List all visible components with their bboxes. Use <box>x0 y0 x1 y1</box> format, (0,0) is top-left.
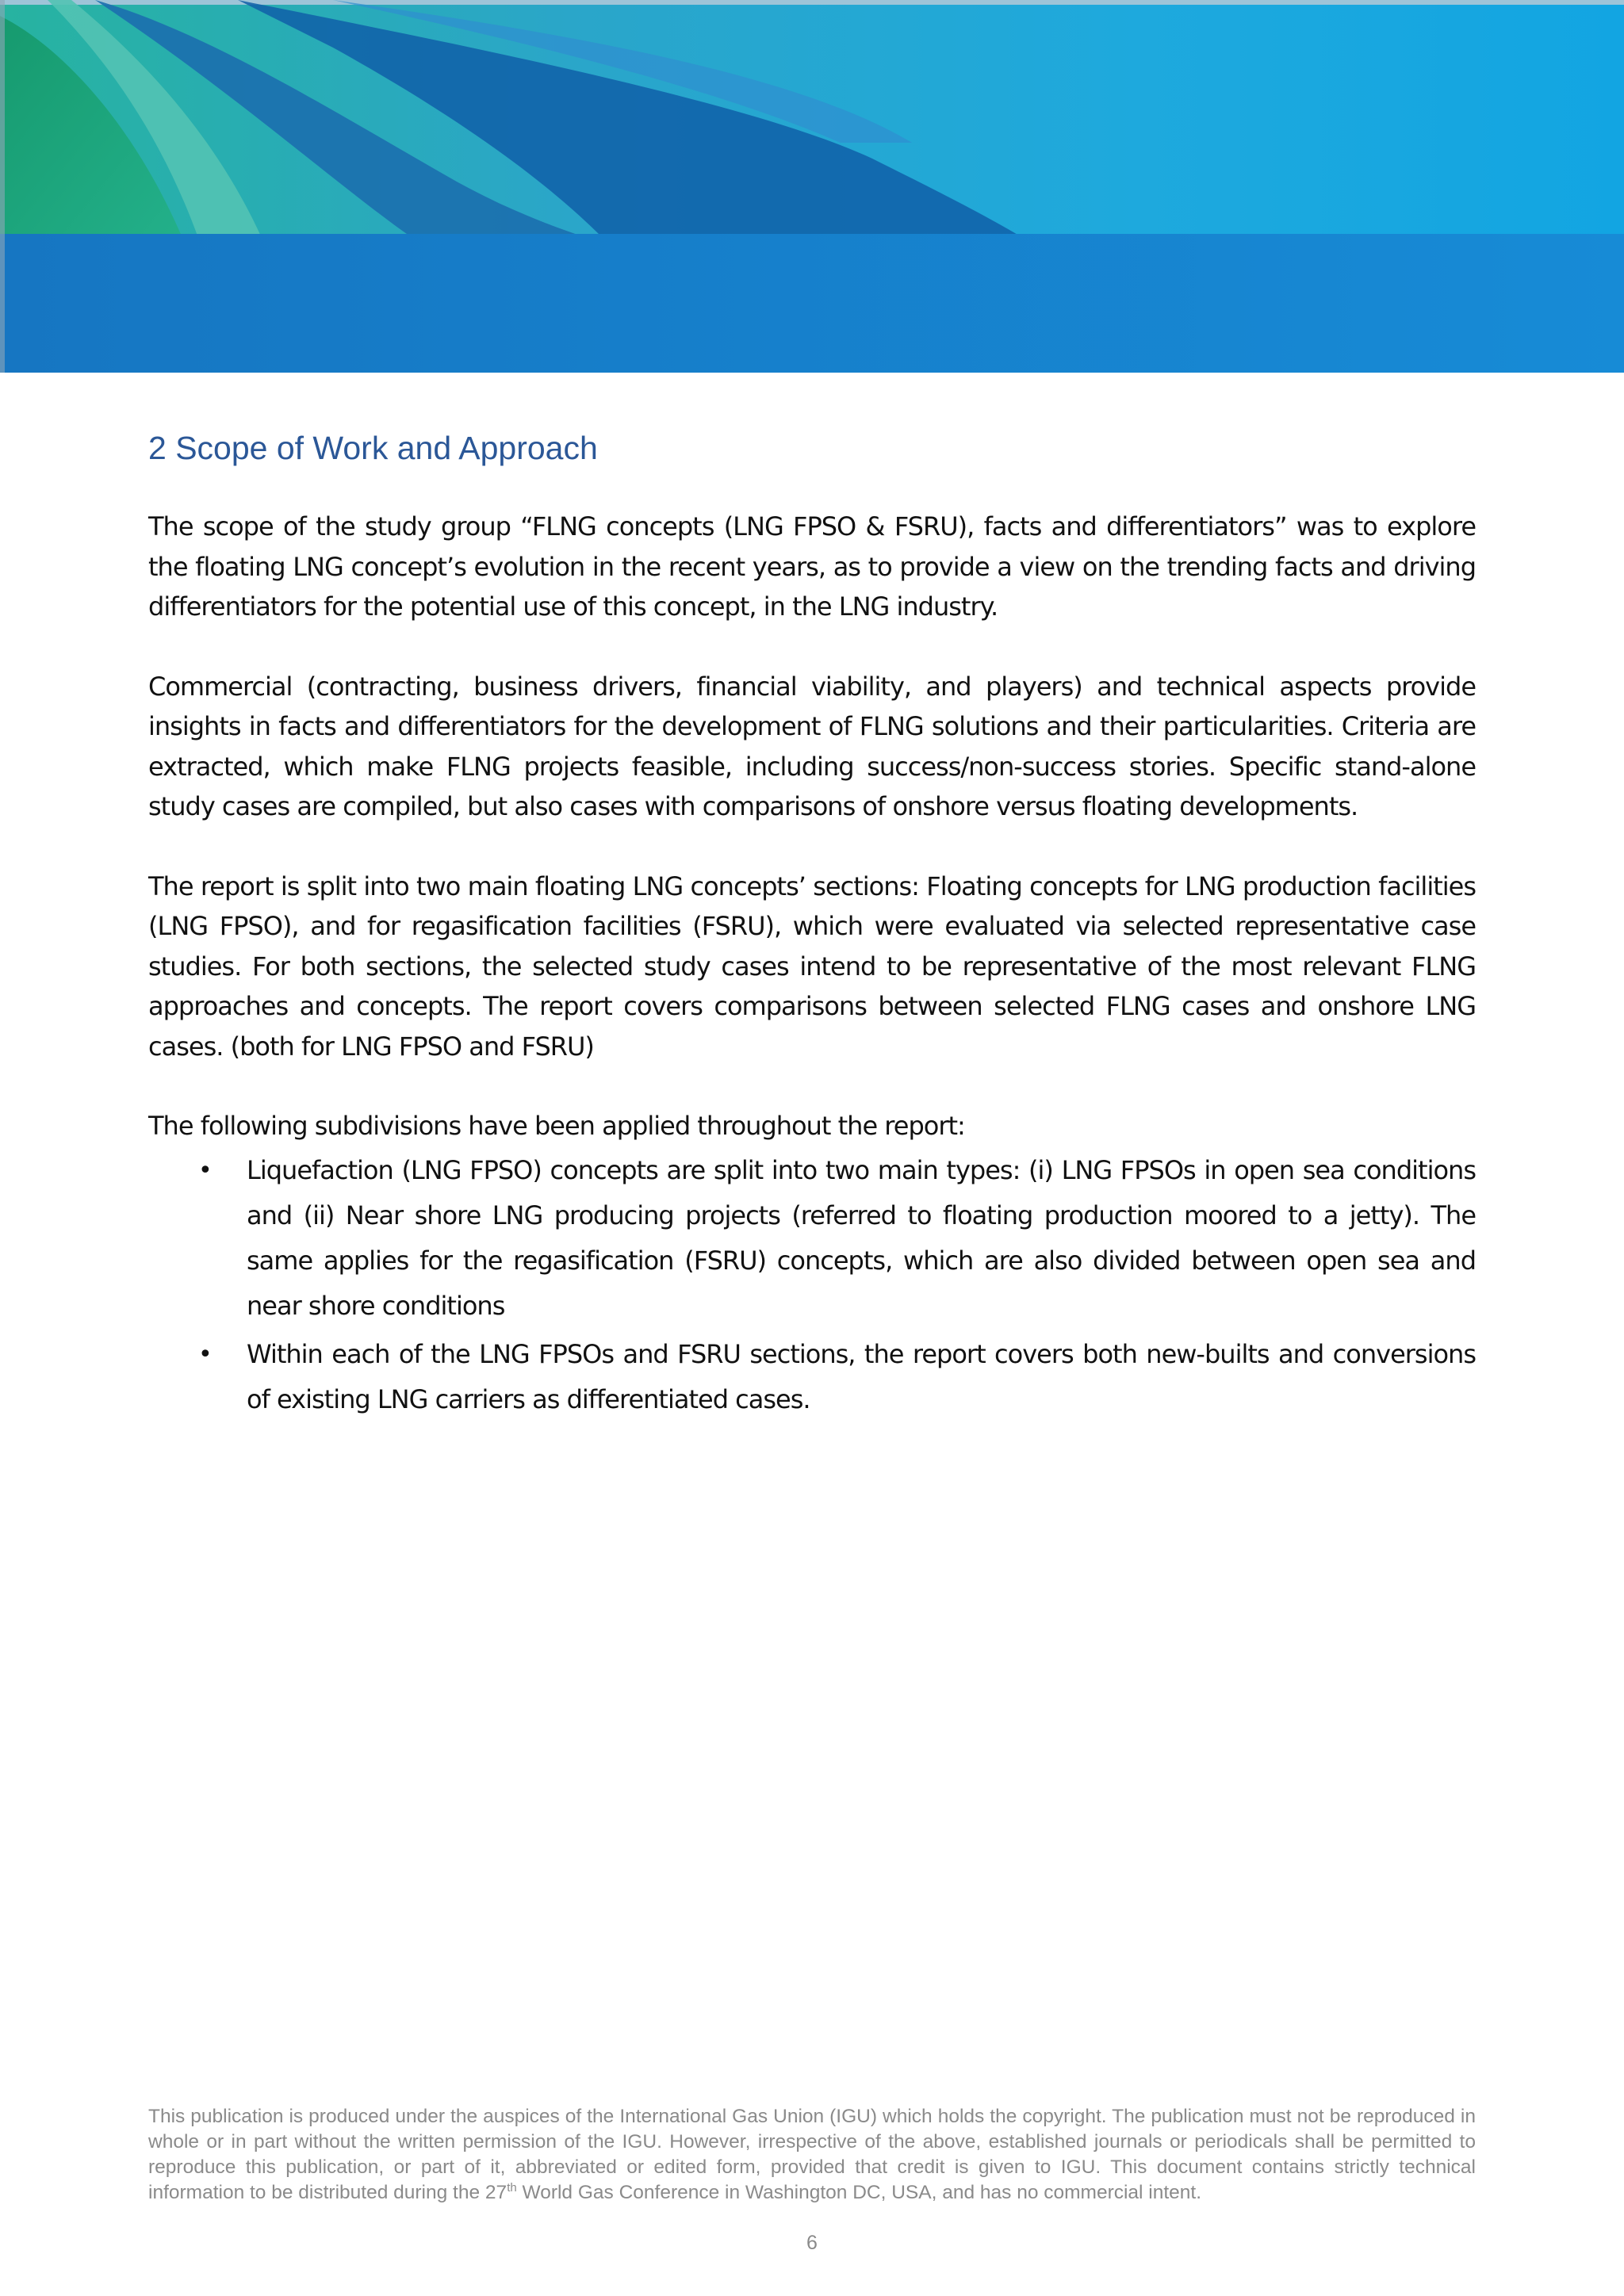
banner-bottom-strip <box>0 234 1624 373</box>
footer-text: This publication is produced under the auspices of the International Gas Union (IGU) which holds the copyright. The publication must not be reproduced in whole or in part without the written permission of the IGU. However, irrespective of the above, established journals or periodicals shall be permitted to reproduce this publication, or part of it, abbreviated or edited form, provided that credit is given to IGU. This document contains strictly technical information to be distributed during the 27 <box>148 2106 1476 2203</box>
banner-graphic <box>0 0 1624 373</box>
main-content <box>148 424 1476 1425</box>
list-item <box>148 1332 1476 1422</box>
list-item <box>148 1148 1476 1329</box>
copyright-footer <box>148 2104 1476 2206</box>
banner-left-edge <box>0 0 5 373</box>
paragraph-scope: The scope of the study group “FLNG concepts (LNG FPSO & FSRU), facts and differentiators” was to explore the floating LNG concept’s evolution in the recent years, as to provide a view on the trending facts and driving differentiators for the potential use of this concept, in the LNG industry. <box>148 511 1476 622</box>
paragraph-report-split: The report is split into two main floating LNG concepts’ sections: Floating concepts for LNG production facilities (LNG FPSO), and for regasification facilities (FSRU), which were evaluated via selected representative case studies. For both sections, the selected study cases intend to be representative of the most relevant FLNG approaches and concepts. The report covers comparisons between selected FLNG cases and onshore LNG cases. (both for LNG FPSO and FSRU) <box>148 871 1476 1062</box>
footer-text-continued: World Gas Conference in Washington DC, USA, and has no commercial intent. <box>516 2182 1202 2203</box>
subdivisions-list <box>148 1148 1476 1422</box>
list-intro: The following subdivisions have been applied throughout the report: <box>148 1111 965 1141</box>
list-item-text: Liquefaction (LNG FPSO) concepts are split into two main types: (i) LNG FPSOs in open sea conditions and (ii) Near shore LNG producing projects (referred to floating production moored to a jetty). The same applies for the regasification (FSRU) concepts, which are also divided between open sea and near shore conditions <box>247 1154 1476 1321</box>
section-heading: 2 Scope of Work and Approach <box>148 430 598 466</box>
header-banner <box>0 0 1624 373</box>
bullet-icon: • <box>198 1340 212 1368</box>
page-number: 6 <box>806 2232 818 2254</box>
list-item-text: Within each of the LNG FPSOs and FSRU sections, the report covers both new-builts and conversions of existing LNG carriers as differentiated cases. <box>247 1338 1476 1414</box>
paragraph-commercial: Commercial (contracting, business drivers, financial viability, and players) and technical aspects provide insights in facts and differentiators for the development of FLNG solutions and their particularities. Criteria are extracted, which make FLNG projects feasible, including success/non-success stories. Specific stand-alone study cases are compiled, but also cases with comparisons of onshore versus floating developments. <box>148 671 1476 821</box>
footer-superscript: th <box>507 2180 517 2195</box>
bullet-icon: • <box>198 1156 212 1184</box>
